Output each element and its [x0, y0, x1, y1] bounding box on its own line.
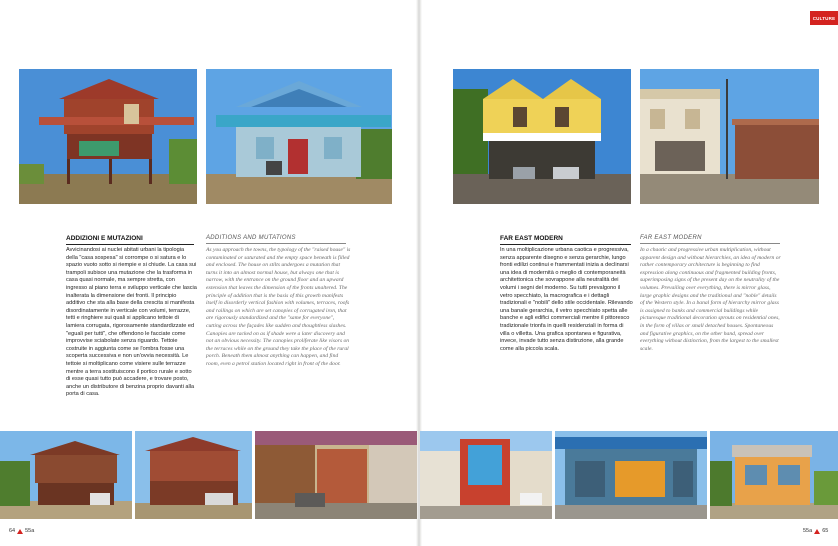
folio-left	[9, 528, 34, 534]
photo-strip-2	[135, 431, 252, 519]
section-tab: CULTURE	[810, 11, 838, 25]
issue-mark-right: 55a	[803, 528, 813, 534]
photo-strip-4	[420, 431, 552, 519]
body-fareast-it-text: In una moltiplicazione urbana caotica e progressiva, senza apparente disegno e senza gerarchie, lungo fronti edilizi continui e frammentati inizia a declinarsi una idea di modernità o meglio di contemporaneità architettonica che sovrappone alla neutralità dei volumi i segni del moderno. Su tutti prevalgono il vetro specchiato, la macrografica e i dettagli tradizionali e "nobili" dello stile occidentale. Rilevando una banale gerarchia, il vetro specchiato spetta alle banche e agli edifici commerciali mentre il pittoresco tradizionale trionfa in quelli residenziali in forma di villa o villetta. Una grafica spontanea e figurativa, invece, invade tutto senza distinzione, alla grande come alla piccola scala.	[500, 247, 633, 352]
photo-white-villa	[640, 69, 819, 204]
body-additions-en	[206, 247, 351, 369]
body-fareast-en	[640, 247, 782, 353]
body-fareast-en-text: In a chaotic and progressive urban multiplication, without apparent design and without hierarchies, an idea of modern or rather contemporary architecture is beginning to find expression along continuous and fragmented building fronts, superimposing signs of the present day on the neutrality of the volumes. Prevailing over everything, there is mirror glass, large graphic designs and the traditional and "noble" details of the Western style. In a banal form of hierarchy mirror glass is assigned to banks and commercial buildings while picturesque traditional decoration sprouts on residential ones, in the form of villas or small detached houses. Spontaneous and figurative graphics, on the other hand, spread over everything without distinction, from the largest to the smallest scale.	[640, 247, 781, 352]
heading-fareast-it: FAR EAST MODERN	[500, 235, 631, 245]
photo-yellow-villa	[453, 69, 631, 204]
body-additions-en-text: As you approach the towns, the typology of the "raised house" is contaminated or saturated and the empty space beneath is filled and enclosed. The house on stilts undergoes a mutation that turns it into an almost normal house, but always one that is narrow, with the entrance on the ground floor and an upward extension that leaves the dimension of the fronts unaltered. The principle of addition that is the basis of this growth manifests itself in disorderly vertical fashion with volumes, terraces, roofs and railings on which are set canopies of corrugated iron, that are rigorously standardized and the "same for everyone", cutting across the façades like sudden and thoughtless slashes. Canopies are tacked on as if shade were a later discovery and not an obvious necessity. The canopies proliferate like visors on the terraces while on the ground they take the place of the rural porch. Beneath them almost anything can happen, and find room, even a petrol station located right in front of the door.	[206, 247, 351, 367]
heading-additions-it: ADDIZIONI E MUTAZIONI	[66, 235, 194, 245]
photo-strip-3	[255, 431, 417, 519]
body-additions-it	[66, 247, 197, 399]
heading-additions-en: ADDITIONS AND MUTATIONS	[206, 235, 346, 244]
photo-strip-1	[0, 431, 132, 519]
red-triangle-icon	[814, 529, 820, 534]
page-number-right: 65	[822, 528, 829, 534]
page-number-left: 64	[9, 528, 16, 534]
body-additions-it-text: Avvicinandosi ai nuclei abitati urbani la tipologia della "casa sospesa" si corrompe o si satura e lo spazio vuoto sotto si riempie e si chiude. La casa sui trampoli subisce una mutazione che la trasforma in casa quasi normale, ma sempre stretta, con ingresso al piano terra e sviluppo verticale che lascia inalterata la dimensione dei fronti. Il principio additivo che sta alla base della crescita si manifesta disordinatamente in verticale con volumi, terrazze, tetti e ringhiere sui quali si applicano tettoie di lamiera corrugata, rigorosamente standardizzate ed "eguali per tutti", che offendono le facciate come improvvise sciabolate senza riguardo. Tettoie costruite in aggiunta come se l'ombra fosse una scoperta successiva e non un'ovvia necessità. Le tettoie si moltiplicano come visiere sulle terrazze mentre a terra sostituiscono il portico rurale e sotto di esse quasi tutto può accadere, e trovare posto, anche un distributore di benzina proprio davanti alla porta di casa.	[66, 247, 197, 398]
folio-right	[803, 528, 828, 534]
heading-fareast-en: FAR EAST MODERN	[640, 235, 780, 244]
photo-blue-house	[206, 69, 392, 204]
issue-mark-left: 55a	[25, 528, 35, 534]
photo-strip-5	[555, 431, 707, 519]
red-triangle-icon	[17, 529, 23, 534]
body-fareast-it	[500, 247, 633, 353]
photo-strip-6	[710, 431, 838, 519]
photo-stilt-house	[19, 69, 197, 204]
